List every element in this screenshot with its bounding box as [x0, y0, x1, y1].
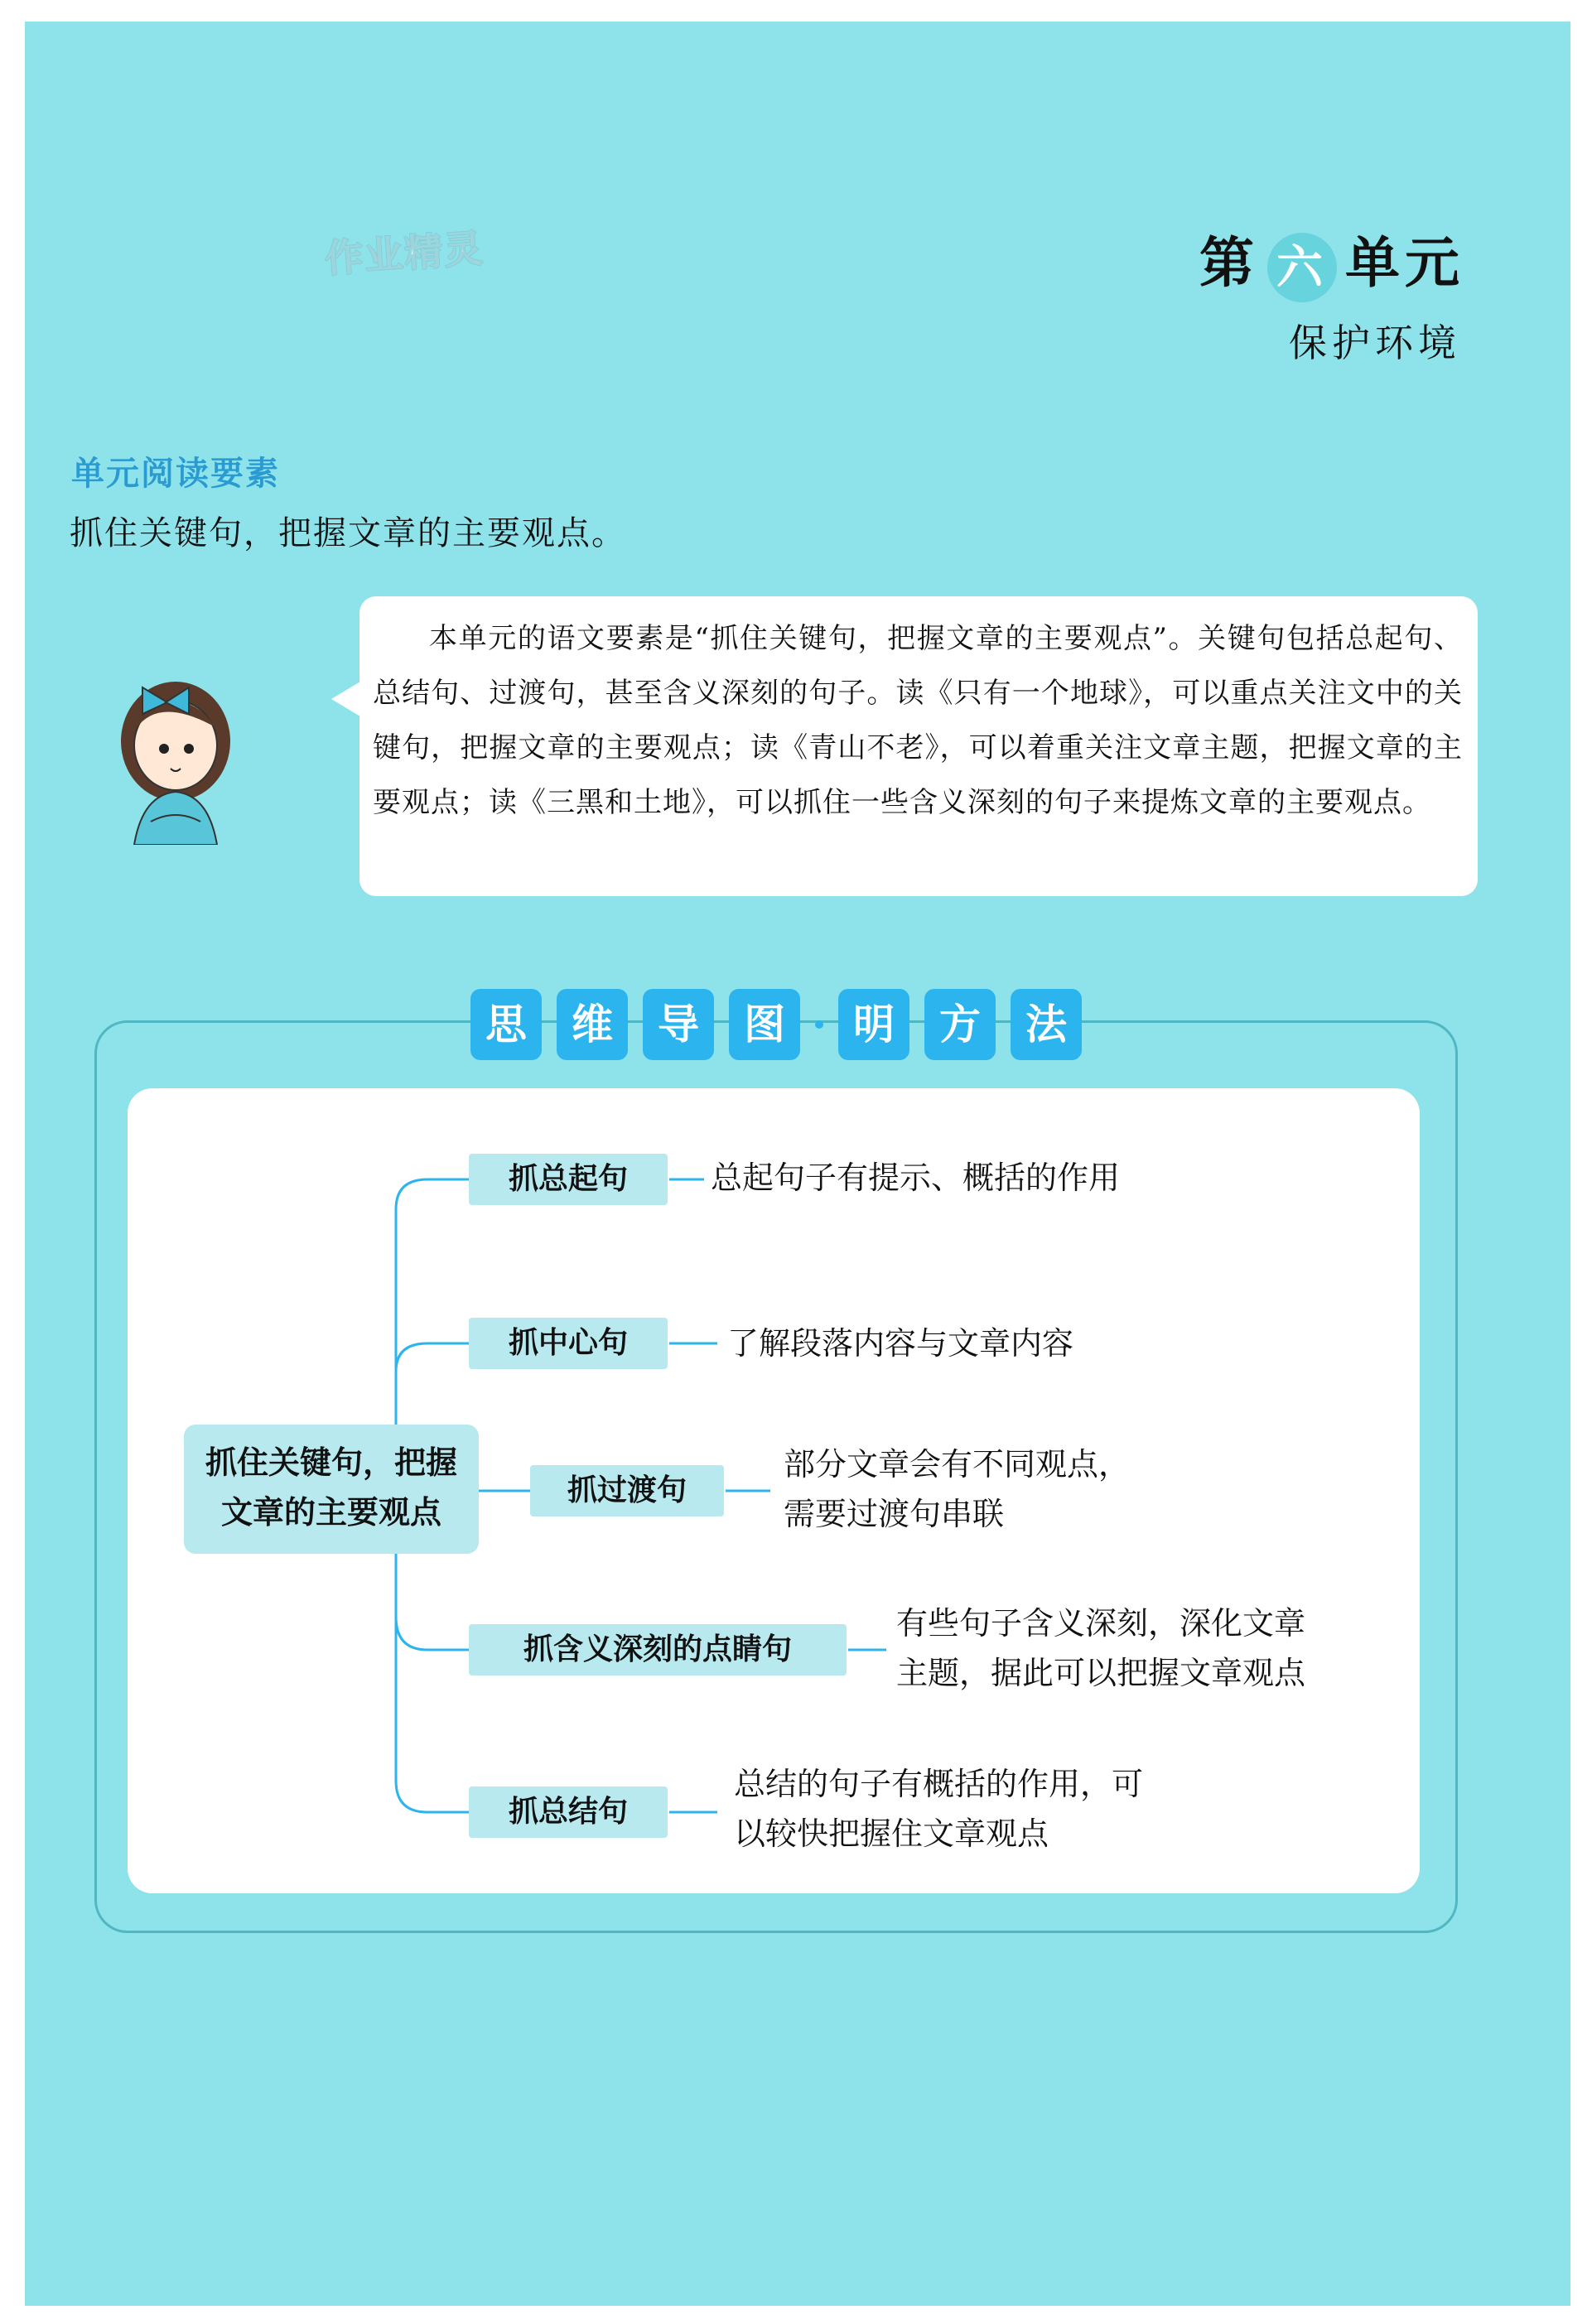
branch-description-line: 总结的句子有概括的作用，可: [734, 1766, 1144, 1802]
branch-description: [734, 1759, 1143, 1859]
mindmap-title-char: 方: [924, 989, 996, 1060]
branch-description-line: 以较快把握住文章观点: [734, 1815, 1049, 1852]
center-node-line1: 抓住关键句，把握: [205, 1444, 457, 1481]
branch-description-line: 需要过渡句串联: [784, 1496, 1005, 1532]
unit-suffix: 单元: [1345, 230, 1464, 295]
branch-node: 抓总起句: [469, 1154, 668, 1205]
unit-number-badge: 六: [1267, 233, 1337, 302]
mindmap-title-char: 思: [470, 989, 542, 1060]
center-node-line2: 文章的主要观点: [220, 1494, 441, 1531]
branch-description: [784, 1439, 1130, 1539]
connector-line: [396, 1554, 469, 1812]
branch-description-line: 部分文章会有不同观点，: [784, 1446, 1131, 1483]
branch-description: [896, 1598, 1305, 1698]
branch-node: 抓含义深刻的点睛句: [469, 1624, 847, 1675]
mindmap-title-char: 导: [643, 989, 714, 1060]
speech-bubble-text: 本单元的语文要素是“抓住关键句，把握文章的主要观点”。关键句包括总起句、总结句、过渡句，甚至含义深刻的句子。读《只有一个地球》，可以重点关注文中的关键句，把握文章的主要观点；读《青山不老》，可以着重关注文章主题，把握文章的主要观点；读《三黑和土地》，可以抓住一些含义深刻的句子来提炼文章的主要观点。: [373, 622, 1463, 819]
mindmap-center-node: [184, 1425, 479, 1554]
connector-line: [396, 1179, 469, 1425]
branch-description: [727, 1319, 1073, 1368]
branch-description-line: 总起句子有提示、概括的作用: [711, 1160, 1121, 1196]
connector-line: [396, 1554, 469, 1650]
mindmap-title-char: 维: [557, 989, 628, 1060]
reading-element-text: 抓住关键句，把握文章的主要观点。: [70, 514, 626, 552]
unit-prefix: 第: [1199, 230, 1259, 295]
mindmap-title-char: 图: [729, 989, 800, 1060]
connector-line: [396, 1343, 469, 1425]
branch-description-line: 了解段落内容与文章内容: [727, 1325, 1074, 1362]
branch-node: 抓过渡句: [530, 1465, 724, 1516]
watermark-top: 作业精灵: [323, 225, 485, 282]
mindmap-title-char: 明: [838, 989, 909, 1060]
reading-element-heading: 单元阅读要素: [71, 455, 280, 493]
branch-description-line: 主题，据此可以把握文章观点: [896, 1655, 1306, 1691]
unit-theme: 保护环境: [1289, 321, 1461, 365]
branch-description: [711, 1153, 1120, 1203]
branch-node: 抓总结句: [469, 1786, 668, 1838]
branch-node: 抓中心句: [469, 1318, 668, 1369]
branch-description-line: 有些句子含义深刻，深化文章: [896, 1605, 1306, 1642]
mindmap-title-char: 法: [1011, 989, 1082, 1060]
